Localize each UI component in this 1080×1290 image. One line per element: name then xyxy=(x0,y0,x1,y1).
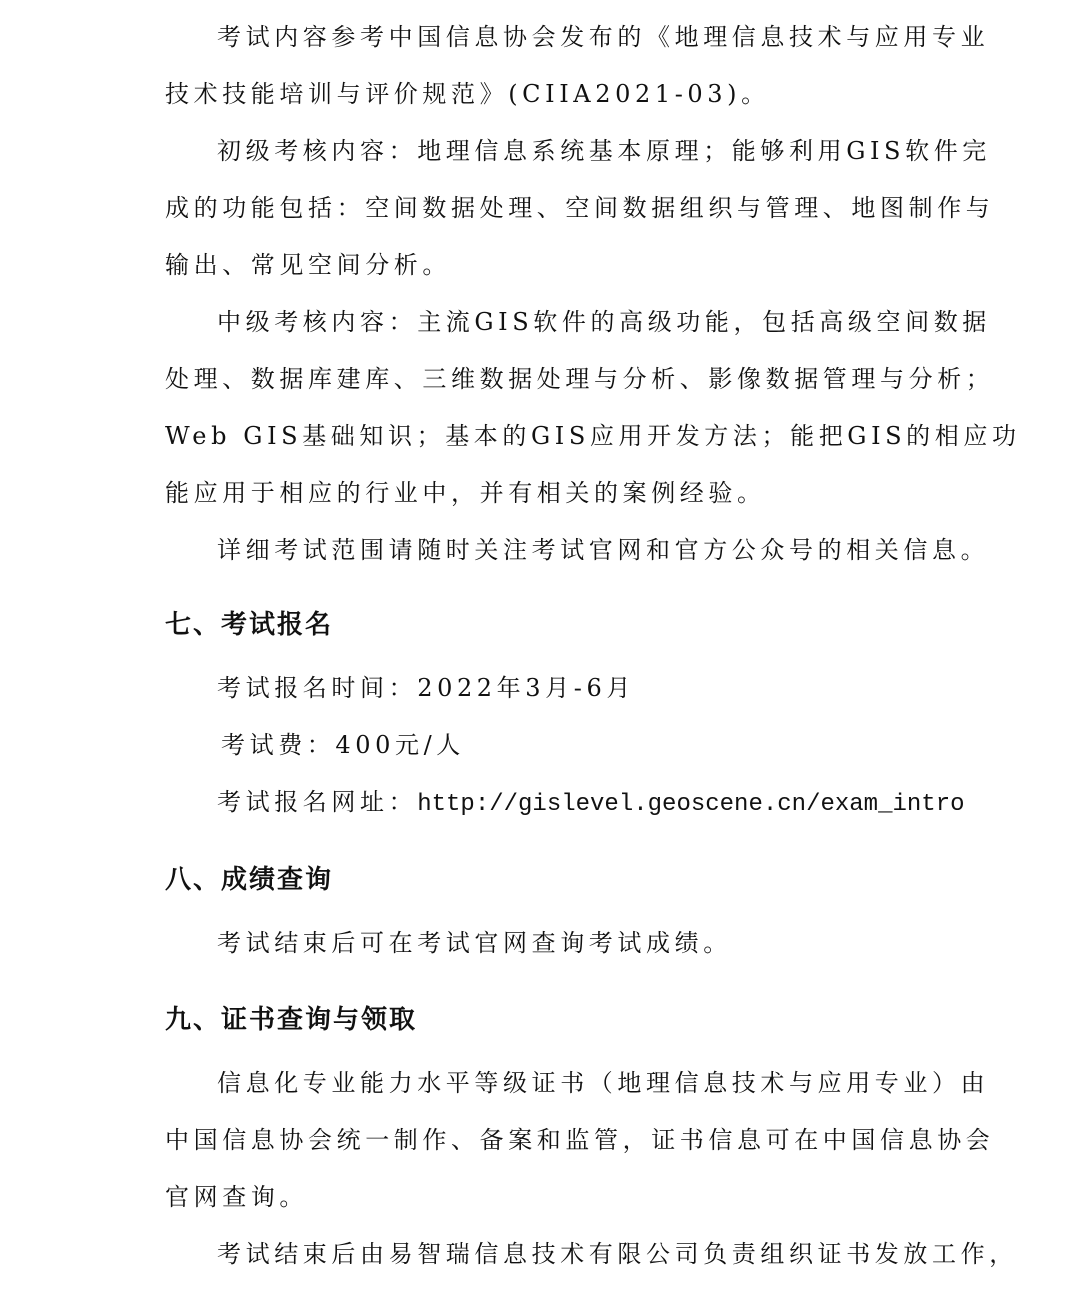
registration-url-line xyxy=(217,787,965,820)
score-inquiry-text: 考试结束后可在考试官网查询考试成绩。 xyxy=(217,929,732,957)
registration-url-link[interactable]: http://gislevel.geoscene.cn/exam_intro xyxy=(417,791,965,818)
section-8-heading: 八、成绩查询 xyxy=(165,865,334,895)
intermediate-level-line-2: 处理、数据库建库、三维数据处理与分析、影像数据管理与分析； xyxy=(165,365,995,393)
intro-line-2: 技术技能培训与评价规范》(CIIA2021-03)。 xyxy=(165,80,770,108)
certificate-distribution-line-1: 考试结束后由易智瑞信息技术有限公司负责组织证书发放工作， xyxy=(217,1240,1018,1268)
intermediate-level-line-1: 中级考核内容：主流GIS软件的高级功能，包括高级空间数据 xyxy=(217,308,991,336)
section-9-heading: 九、证书查询与领取 xyxy=(165,1005,418,1035)
registration-time: 考试报名时间：2022年3月-6月 xyxy=(217,674,635,702)
primary-level-line-1: 初级考核内容：地理信息系统基本原理；能够利用GIS软件完 xyxy=(217,137,991,165)
section-7-heading: 七、考试报名 xyxy=(165,610,334,640)
primary-level-line-2: 成的功能包括：空间数据处理、空间数据组织与管理、地图制作与 xyxy=(165,194,995,222)
intermediate-level-line-4: 能应用于相应的行业中，并有相关的案例经验。 xyxy=(165,479,766,507)
registration-url-label: 考试报名网址： xyxy=(217,788,418,816)
certificate-line-1: 信息化专业能力水平等级证书（地理信息技术与应用专业）由 xyxy=(217,1069,990,1097)
intermediate-level-line-3: Web GIS基础知识；基本的GIS应用开发方法；能把GIS的相应功 xyxy=(165,422,1021,450)
primary-level-line-3: 输出、常见空间分析。 xyxy=(165,251,451,279)
certificate-line-3: 官网查询。 xyxy=(165,1183,308,1211)
exam-fee: 考试费：400元/人 xyxy=(221,731,465,759)
certificate-line-2: 中国信息协会统一制作、备案和监管，证书信息可在中国信息协会 xyxy=(165,1126,995,1154)
scope-note: 详细考试范围请随时关注考试官网和官方公众号的相关信息。 xyxy=(217,536,990,564)
intro-line-1: 考试内容参考中国信息协会发布的《地理信息技术与应用专业 xyxy=(217,23,990,51)
